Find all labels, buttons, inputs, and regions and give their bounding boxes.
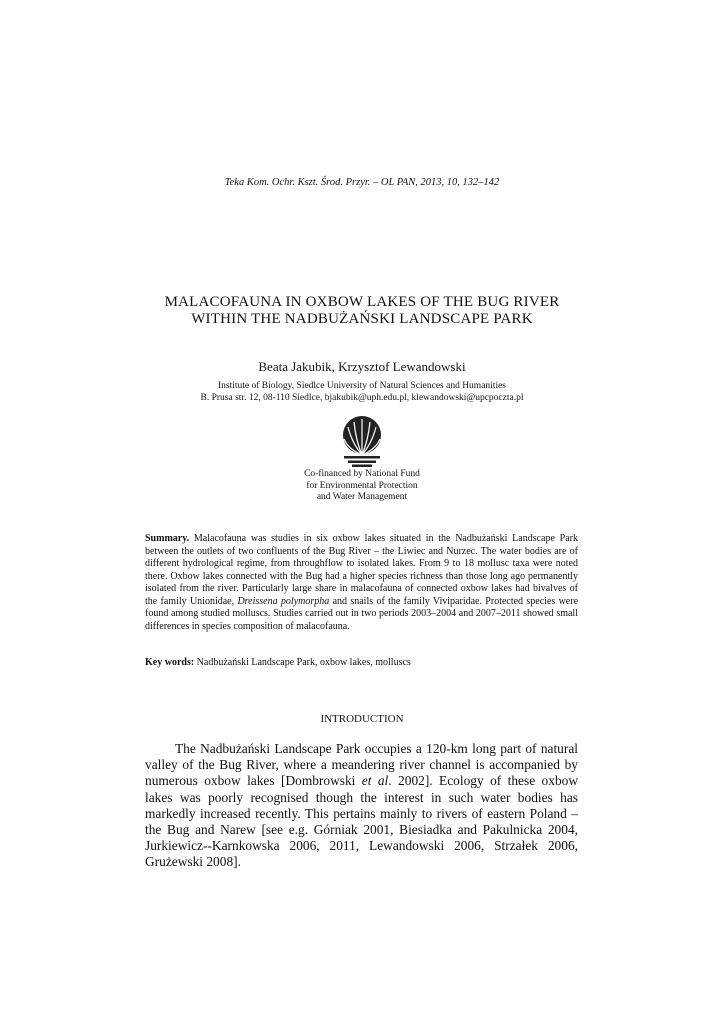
funding-line-2: for Environmental Protection bbox=[306, 480, 418, 491]
title-line-1: MALACOFAUNA IN OXBOW LAKES OF THE BUG RIVER bbox=[164, 294, 560, 310]
affiliation-line-1: Institute of Biology, Siedlce University of Natural Sciences and Humanities bbox=[217, 381, 506, 391]
funding-line-1: Co-financed by National Fund bbox=[304, 469, 420, 479]
keywords-text: Nadbużański Landscape Park, oxbow lakes, molluscs bbox=[194, 657, 411, 668]
paper-title bbox=[0, 294, 724, 328]
summary-text-1: Malacofauna was studies in six oxbow lakes situated in the Nadbużański Landscape Park between the outlets of two confluents of the Bug River – the Liwiec and Nurzec. The water bodies are of different hydrological regime, from throughflow to isolated lakes. From 9 to 18 mollusc taxa were noted there. Oxbow lakes connected with the Bug had a higher species richness than those long ago permanently isolated from the river. Particularly large share in malacofauna of connected oxbow lakes had bivalves of the family Unionidae, bbox=[145, 533, 578, 607]
summary-species: Dreissena polymorpha bbox=[237, 595, 330, 607]
authors: Beata Jakubik, Krzysztof Lewandowski bbox=[258, 359, 466, 374]
nfos-logo-icon bbox=[340, 415, 384, 467]
affiliation bbox=[0, 380, 724, 404]
funding-line-3: and Water Management bbox=[316, 492, 408, 502]
summary-label: Summary. bbox=[145, 533, 190, 544]
intro-text-1: The Nadbużański Landscape Park occupies a 120-km long part of natural valley of the Bug River, where a meandering river channel is accompanied by numerous oxbow lakes [Dombrowski bbox=[145, 741, 578, 789]
intro-paragraph bbox=[145, 741, 578, 871]
abstract bbox=[145, 533, 578, 633]
summary-text-2: and snails of the family Viviparidae. Protected species were found among studied molluscs. Studies carried out in two periods 2003–2004 and 2007–2011 showed small differences in species composition of malacofauna. bbox=[145, 595, 579, 632]
funding-note bbox=[0, 469, 724, 504]
title-line-2: WITHIN THE NADBUŻAŃSKI LANDSCAPE PARK bbox=[191, 311, 533, 327]
affiliation-line-2: B. Prusa str. 12, 08-110 Siedlce, bjakubik@uph.edu.pl, klewandowski@upcpoczta.pl bbox=[200, 393, 524, 403]
intro-text-2: . 2002]. Ecology of these oxbow lakes was poorly recognised though the interest in such water bodies has markedly increased recently. This pertains mainly to rivers of eastern Poland – the Bug and Narew [see e.g. Górniak 2001, Biesiadka and Pakulnicka 2004, Jurkiewicz--Karnkowska 2006, 2011, Lewandowski 2006, Strzałek 2006, Grużewski 2008]. bbox=[145, 773, 579, 870]
intro-etal: et al bbox=[361, 773, 389, 789]
section-heading: INTRODUCTION bbox=[320, 713, 404, 725]
keywords-label: Key words: bbox=[145, 657, 195, 668]
keywords bbox=[145, 657, 578, 670]
journal-citation: Teka Kom. Ochr. Kszt. Środ. Przyr. – OL PAN, 2013, 10, 132–142 bbox=[224, 177, 500, 188]
